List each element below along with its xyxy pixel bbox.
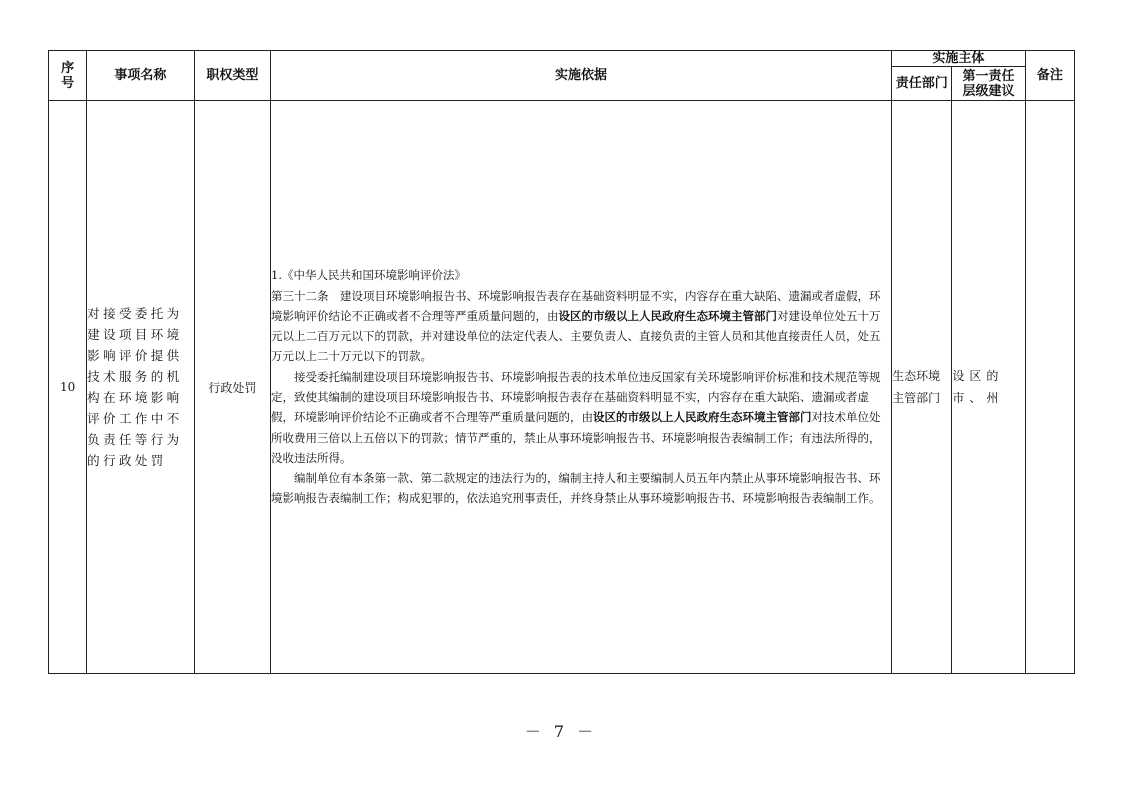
cell-seq: 10: [49, 101, 87, 674]
header-subject: 实施主体: [892, 51, 1026, 67]
header-basis: 实施依据: [271, 51, 892, 101]
cell-type: 行政处罚: [194, 101, 270, 674]
law-title: 1.《中华人民共和国环境影响评价法》: [271, 268, 467, 283]
cell-note: [1025, 101, 1074, 674]
header-seq: 序号: [49, 51, 87, 101]
basis-paragraph-2: 接受委托编制建设项目环境影响报告书、环境影响报告表的技术单位违反国家有关环境影响评价标准和技术规范等规定，致使其编制的建设项目环境影响报告书、环境影响报告表存在基础资料明显不实，内容存在重大缺陷、遗漏或者虚假，环境影响评价结论不正确或者不合理等严重质量问题的，由设区的市级以上人民政府生态环境主管部门对技术单位处所收费用三倍以上五倍以下的罚款；情节严重的，禁止从事环境影响报告书、环境影响报告表编制工作；有违法所得的，没收违法所得。: [271, 369, 881, 465]
authority-highlight-1: 设区的市级以上人民政府生态环境主管部门: [558, 308, 778, 323]
header-note: 备注: [1025, 51, 1074, 101]
header-type: 职权类型: [194, 51, 270, 101]
header-name: 事项名称: [87, 51, 195, 101]
authority-highlight-2: 设区的市级以上人民政府生态环境主管部门: [593, 410, 812, 425]
cell-dept: 生态环境主管部门: [892, 101, 952, 674]
cell-name: 对接受委托为建设项目环境影响评价提供技术服务的机构在环境影响评价工作中不负责任等行为的行政处罚: [87, 101, 195, 674]
cell-level: 设区的市、州: [952, 101, 1025, 674]
table-row: [49, 101, 1075, 674]
basis-paragraph-1: 第三十二条 建设项目环境影响报告书、环境影响报告表存在基础资料明显不实，内容存在重大缺陷、遗漏或者虚假，环境影响评价结论不正确或者不合理等严重质量问题的，由设区的市级以上人民政府生态环境主管部门对建设单位处五十万元以上二百万元以下的罚款，并对建设单位的法定代表人、主要负责人、直接负责的主管人员和其他直接责任人员，处五万元以上二十万元以下的罚款。: [271, 288, 881, 364]
header-level: 第一责任层级建议: [952, 67, 1025, 101]
authority-table: [48, 50, 1075, 674]
cell-basis: [271, 101, 892, 674]
basis-paragraph-3: 编制单位有本条第一款、第二款规定的违法行为的，编制主持人和主要编制人员五年内禁止从事环境影响报告书、环境影响报告表编制工作；构成犯罪的，依法追究刑事责任，并终身禁止从事环境影响报告书、环境影响报告表编制工作。: [271, 471, 881, 506]
page-number: － 7 －: [524, 722, 598, 741]
header-dept: 责任部门: [892, 67, 952, 101]
